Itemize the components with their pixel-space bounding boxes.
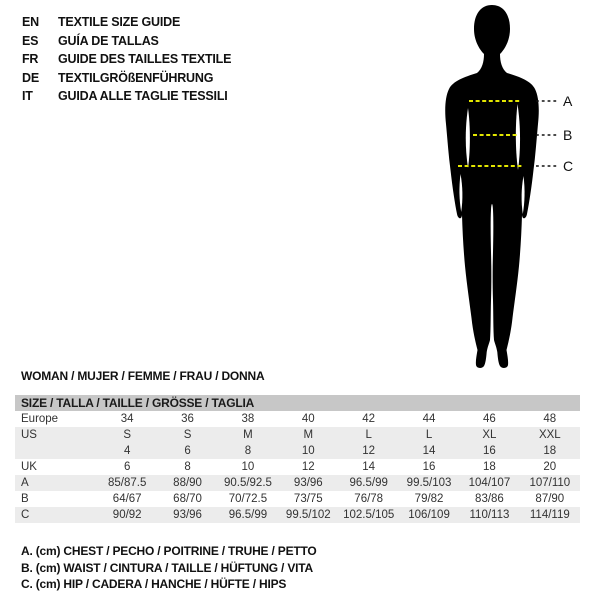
page-title: GUÍA DE TALLAS [58, 33, 159, 48]
size-cell: 14 [362, 461, 376, 473]
measure-cell: 104/107 [468, 477, 511, 489]
size-cell: 16 [483, 445, 496, 457]
measure-cell: 93/96 [293, 477, 323, 489]
woman-silhouette-icon [425, 0, 600, 380]
size-cell: 14 [422, 445, 436, 457]
measure-cell: 99.5/103 [406, 477, 452, 489]
table-row-us-numeric [15, 443, 580, 459]
size-cell: 12 [301, 461, 315, 473]
legend-hip: C. (cm) HIP / CADERA / HANCHE / HÜFTE / HIPS [21, 577, 287, 591]
size-cell: 36 [181, 413, 194, 425]
measure-cell: 73/75 [293, 493, 323, 505]
size-cell: 16 [422, 461, 436, 473]
size-cell: S [123, 429, 132, 441]
legend-chest: A. (cm) CHEST / PECHO / POITRINE / TRUHE / PETTO [21, 544, 317, 558]
size-cell: 10 [241, 461, 255, 473]
size-cell: M [243, 429, 253, 441]
measure-cell: 90.5/92.5 [223, 477, 272, 489]
row-label: UK [21, 461, 37, 473]
measure-cell: 79/82 [414, 493, 444, 505]
language-code: DE [22, 70, 39, 85]
table-row-chest [15, 475, 580, 491]
language-row-es [22, 32, 231, 51]
size-cell: XXL [538, 429, 561, 441]
legend-waist: B. (cm) WAIST / CINTURA / TAILLE / HÜFTUNG / VITA [21, 560, 313, 575]
size-cell: 40 [301, 413, 315, 425]
row-label [15, 443, 97, 459]
measure-cell: 107/110 [529, 477, 571, 489]
size-cell: M [303, 429, 314, 441]
row-label: US [21, 429, 37, 441]
measure-cell: 68/70 [173, 493, 202, 505]
measure-cell: 114/119 [529, 509, 570, 521]
body-measurement-figure [425, 0, 600, 380]
measure-cell: 96.5/99 [349, 477, 388, 489]
page-title: GUIDA ALLE TAGLIE TESSILI [58, 89, 228, 104]
measure-cell: 83/86 [475, 493, 504, 505]
measure-cell: 102.5/105 [343, 509, 395, 521]
measure-cell: 88/90 [173, 477, 202, 489]
size-table [15, 395, 580, 523]
size-cell: 8 [184, 461, 191, 473]
size-cell: L [365, 429, 372, 441]
size-cell: S [183, 429, 192, 441]
language-row-it [22, 87, 231, 106]
row-label: Europe [21, 413, 59, 425]
measure-cell: 76/78 [354, 493, 384, 505]
table-row-europe [15, 411, 580, 427]
page-title: GUIDE DES TAILLES TEXTILE [58, 52, 232, 67]
table-group-title: WOMAN / MUJER / FEMME / FRAU / DONNA [21, 369, 265, 383]
page-title: TEXTILGRÖßENFÜHRUNG [58, 70, 214, 85]
size-table-header: SIZE / TALLA / TAILLE / GRÖSSE / TAGLIA [15, 395, 580, 411]
table-row-uk [15, 459, 580, 475]
row-label: B [21, 493, 29, 505]
row-label: A [21, 477, 29, 489]
language-row-en [22, 13, 231, 32]
measure-cell: 110/113 [469, 509, 510, 521]
language-code: IT [22, 89, 33, 104]
measure-cell: 90/92 [112, 509, 142, 521]
table-row-us [15, 427, 580, 443]
table-row-hip [15, 507, 580, 523]
measure-label-chest: A [563, 93, 573, 109]
size-cell: 42 [362, 413, 376, 425]
language-code: FR [22, 52, 39, 67]
measure-cell: 70/72.5 [228, 493, 268, 505]
measure-cell: 99.5/102 [285, 509, 331, 521]
row-label: C [21, 509, 30, 521]
measure-cell: 106/109 [408, 509, 450, 521]
size-cell: 44 [422, 413, 436, 425]
size-cell: 10 [301, 445, 315, 457]
measure-cell: 96.5/99 [228, 509, 268, 521]
size-cell: 18 [483, 461, 496, 473]
language-row-fr [22, 50, 231, 69]
size-cell: L [425, 429, 433, 441]
measure-cell: 93/96 [173, 509, 202, 521]
size-cell: 18 [543, 445, 557, 457]
language-code: ES [22, 33, 39, 48]
measure-label-waist: B [563, 127, 573, 143]
size-cell: 12 [362, 445, 376, 457]
language-title-list [22, 13, 231, 106]
size-cell: 48 [543, 413, 557, 425]
size-cell: 8 [244, 445, 252, 457]
size-cell: 6 [184, 445, 191, 457]
size-cell: 38 [241, 413, 255, 425]
page-title: TEXTILE SIZE GUIDE [58, 15, 181, 30]
size-cell: 6 [123, 461, 131, 473]
measure-label-hip: C [563, 158, 574, 174]
language-row-de [22, 69, 231, 88]
size-cell: 34 [120, 413, 134, 425]
measure-cell: 87/90 [535, 493, 565, 505]
size-cell: XL [482, 429, 497, 441]
size-cell: 46 [483, 413, 496, 425]
measure-cell: 85/87.5 [108, 477, 147, 489]
language-code: EN [22, 15, 39, 30]
silhouette-body [445, 5, 539, 368]
measurement-legend [21, 544, 317, 594]
measure-cell: 64/67 [112, 493, 142, 505]
table-row-waist [15, 491, 580, 507]
size-cell: 4 [123, 445, 131, 457]
size-cell: 20 [543, 461, 557, 473]
